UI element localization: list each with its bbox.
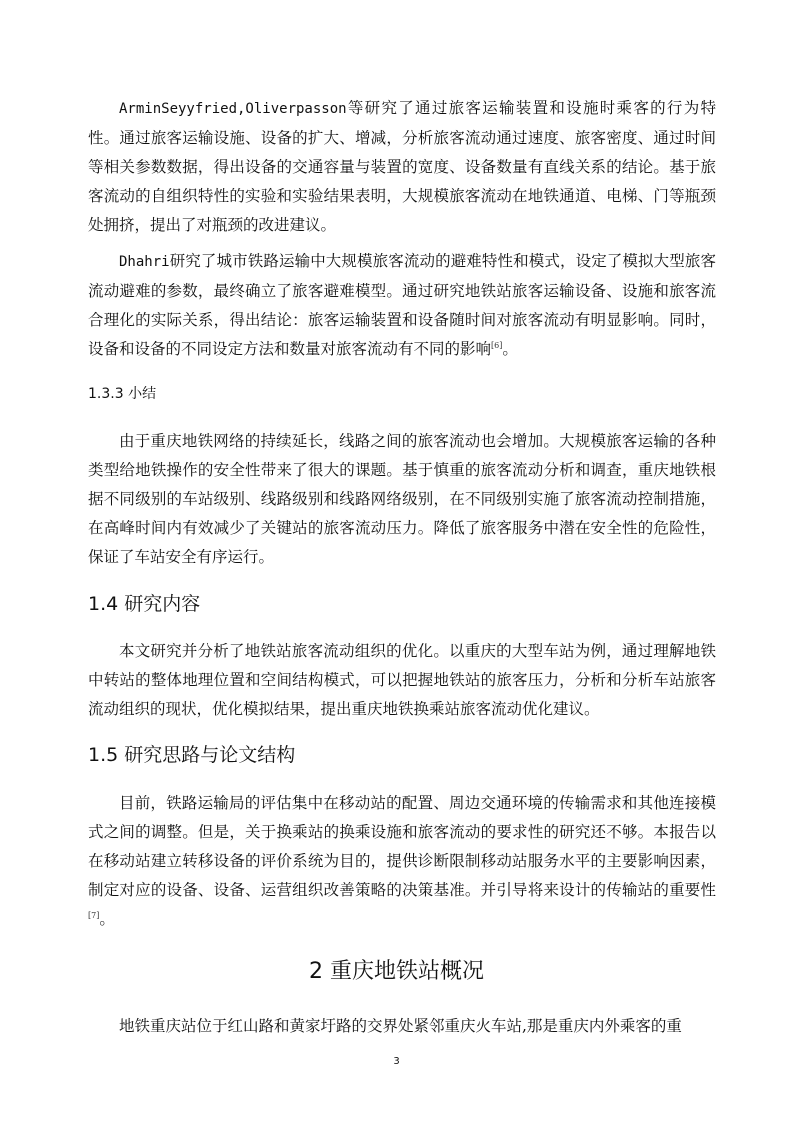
paragraph-research-content: 本文研究并分析了地铁站旅客流动组织的优化。以重庆的大型车站为例，通过理解地铁中转站的整体地理位置和空间结构模式，可以把握地铁站的旅客压力，分析和分析车站旅客流动组织的现状，优化模拟结果，提出重庆地铁换乘站旅客流动优化建议。 — [88, 642, 716, 718]
heading-research-structure: 1.5 研究思路与论文结构 — [88, 744, 296, 766]
paragraph-chongqing-station: 地铁重庆站位于红山路和黄家圩路的交界处紧邻重庆火车站,那是重庆内外乘客的重 — [119, 1017, 682, 1035]
chapter-heading: 2 重庆地铁站概况 — [309, 959, 484, 984]
author-name: Dhahri — [119, 254, 170, 270]
paragraph-dhahri — [88, 247, 716, 364]
paragraph-end: 。 — [502, 340, 518, 358]
paragraph-text: 等研究了通过旅客运输装置和设施时乘客的行为特性。通过旅客运输设施、设备的扩大、增减，分析旅客流动通过速度、旅客密度、通过时间等相关参数数据，得出设备的交通容量与装置的宽度、设备数量有直线关系的结论。基于旅客流动的自组织特性的实验和实验结果表明，大规模旅客流动在地铁通道、电梯、门等瓶颈处拥挤，提出了对瓶颈的改进建议。 — [88, 99, 716, 234]
heading-summary: 1.3.3 小结 — [88, 386, 157, 402]
author-names: ArminSeyyfried,Oliverpasson — [119, 101, 347, 117]
citation-ref: [7] — [88, 910, 100, 920]
page-number: 3 — [393, 1056, 400, 1067]
paragraph-text: 研究了城市铁路运输中大规模旅客流动的避难特性和模式，设定了模拟大型旅客流动避难的参数，最终确立了旅客避难模型。通过研究地铁站旅客运输设备、设施和旅客流合理化的实际关系，得出结论：旅客运输装置和设备随时间对旅客流动有明显影响。同时，设备和设备的不同设定方法和数量对旅客流动有不同的影响 — [88, 252, 716, 358]
paragraph-text: 目前，铁路运输局的评估集中在移动站的配置、周边交通环境的传输需求和其他连接模式之间的调整。但是，关于换乘站的换乘设施和旅客流动的要求性的研究还不够。本报告以在移动站建立转移设备的评价系统为目的，提供诊断限制移动站服务水平的主要影响因素，制定对应的设备、设备、运营组织改善策略的决策基准。并引导将来设计的传输站的重要性 — [88, 794, 716, 899]
paragraph-seyfried — [88, 94, 716, 240]
paragraph-end: 。 — [99, 910, 115, 928]
paragraph-research-structure — [88, 789, 716, 934]
heading-research-content: 1.4 研究内容 — [88, 593, 201, 615]
paragraph-summary: 由于重庆地铁网络的持续延长，线路之间的旅客流动也会增加。大规模旅客运输的各种类型给地铁操作的安全性带来了很大的课题。基于慎重的旅客流动分析和调查，重庆地铁根据不同级别的车站级别、线路级别和线路网络级别，在不同级别实施了旅客流动控制措施，在高峰时间内有效减少了关键站的旅客流动压力。降低了旅客服务中潜在安全性的危险性，保证了车站安全有序运行。 — [88, 432, 716, 566]
citation-ref: [6] — [491, 340, 503, 350]
